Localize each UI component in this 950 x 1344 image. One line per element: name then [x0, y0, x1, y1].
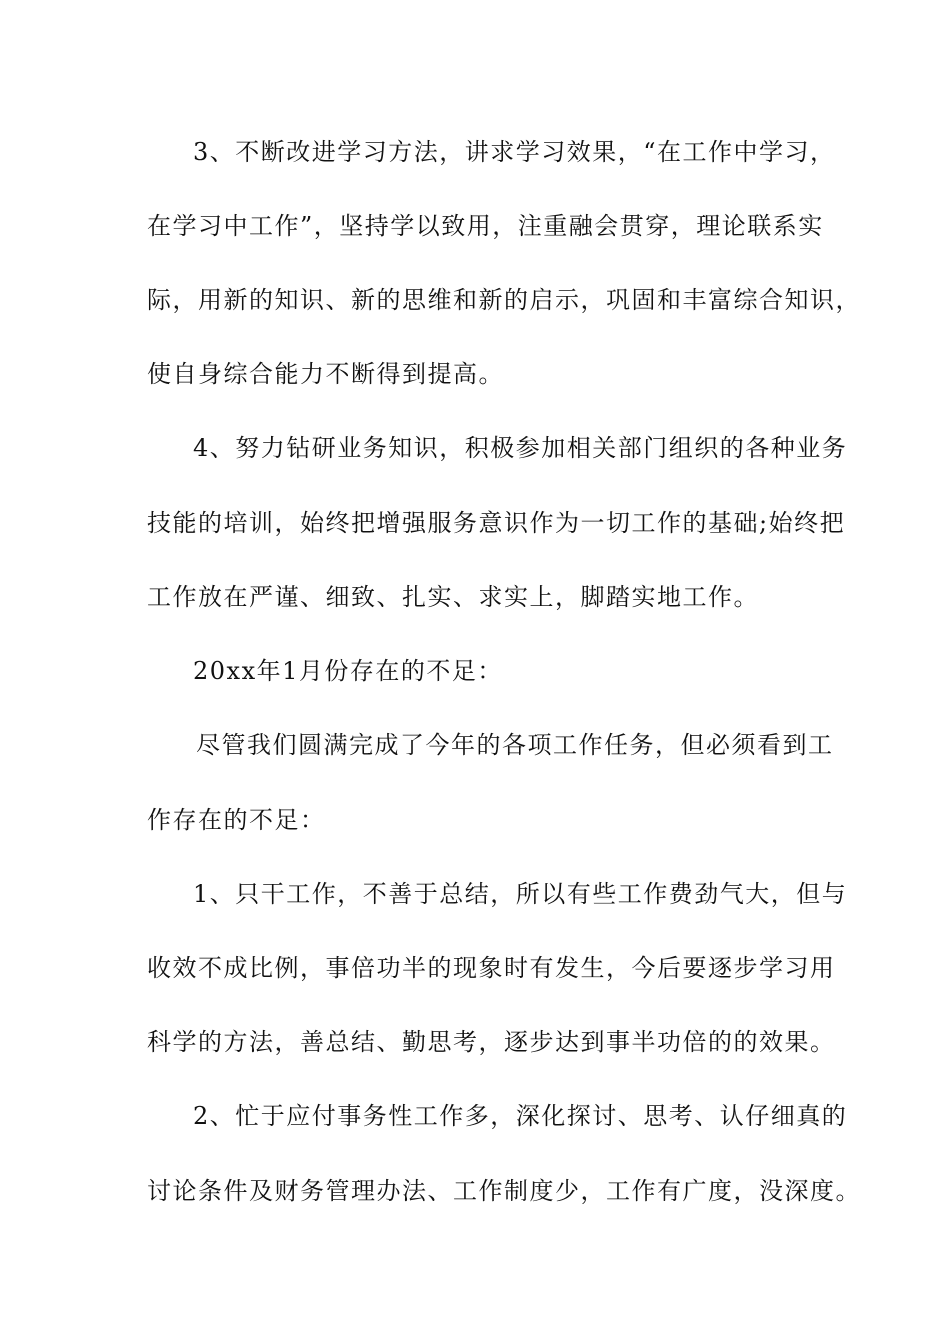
paragraph-3-line-1: 3、不断改进学习方法，讲求学习效果，“在工作中学习，	[193, 138, 836, 166]
paragraph-4-line-1: 4、努力钻研业务知识，积极参加相关部门组织的各种业务	[193, 434, 848, 462]
paragraph-3-line-3: 际，用新的知识、新的思维和新的启示，巩固和丰富综合知识，	[147, 286, 861, 314]
paragraph-2-line-2: 讨论条件及财务管理办法、工作制度少，工作有广度，没深度。	[147, 1177, 861, 1205]
paragraph-1-line-2: 收效不成比例，事倍功半的现象时有发生，今后要逐步学习用	[147, 954, 836, 982]
paragraph-3-line-2: 在学习中工作”，坚持学以致用，注重融会贯穿，理论联系实	[147, 212, 824, 240]
paragraph-4-line-3: 工作放在严谨、细致、扎实、求实上，脚踏实地工作。	[147, 583, 759, 611]
paragraph-1-line-3: 科学的方法，善总结、勤思考，逐步达到事半功倍的的效果。	[147, 1028, 836, 1056]
paragraph-summary-line-1: 尽管我们圆满完成了今年的各项工作任务，但必须看到工	[196, 731, 834, 759]
paragraph-3-line-4: 使自身综合能力不断得到提高。	[147, 360, 504, 388]
paragraph-1-line-1: 1、只干工作，不善于总结，所以有些工作费劲气大，但与	[193, 880, 848, 908]
paragraph-4-line-2: 技能的培训，始终把增强服务意识作为一切工作的基础;始终把	[147, 509, 846, 537]
paragraph-2-line-1: 2、忙于应付事务性工作多，深化探讨、思考、认仔细真的	[193, 1102, 848, 1130]
section-heading: 20xx年1月份存在的不足：	[193, 657, 503, 685]
paragraph-summary-line-2: 作存在的不足：	[147, 806, 326, 834]
